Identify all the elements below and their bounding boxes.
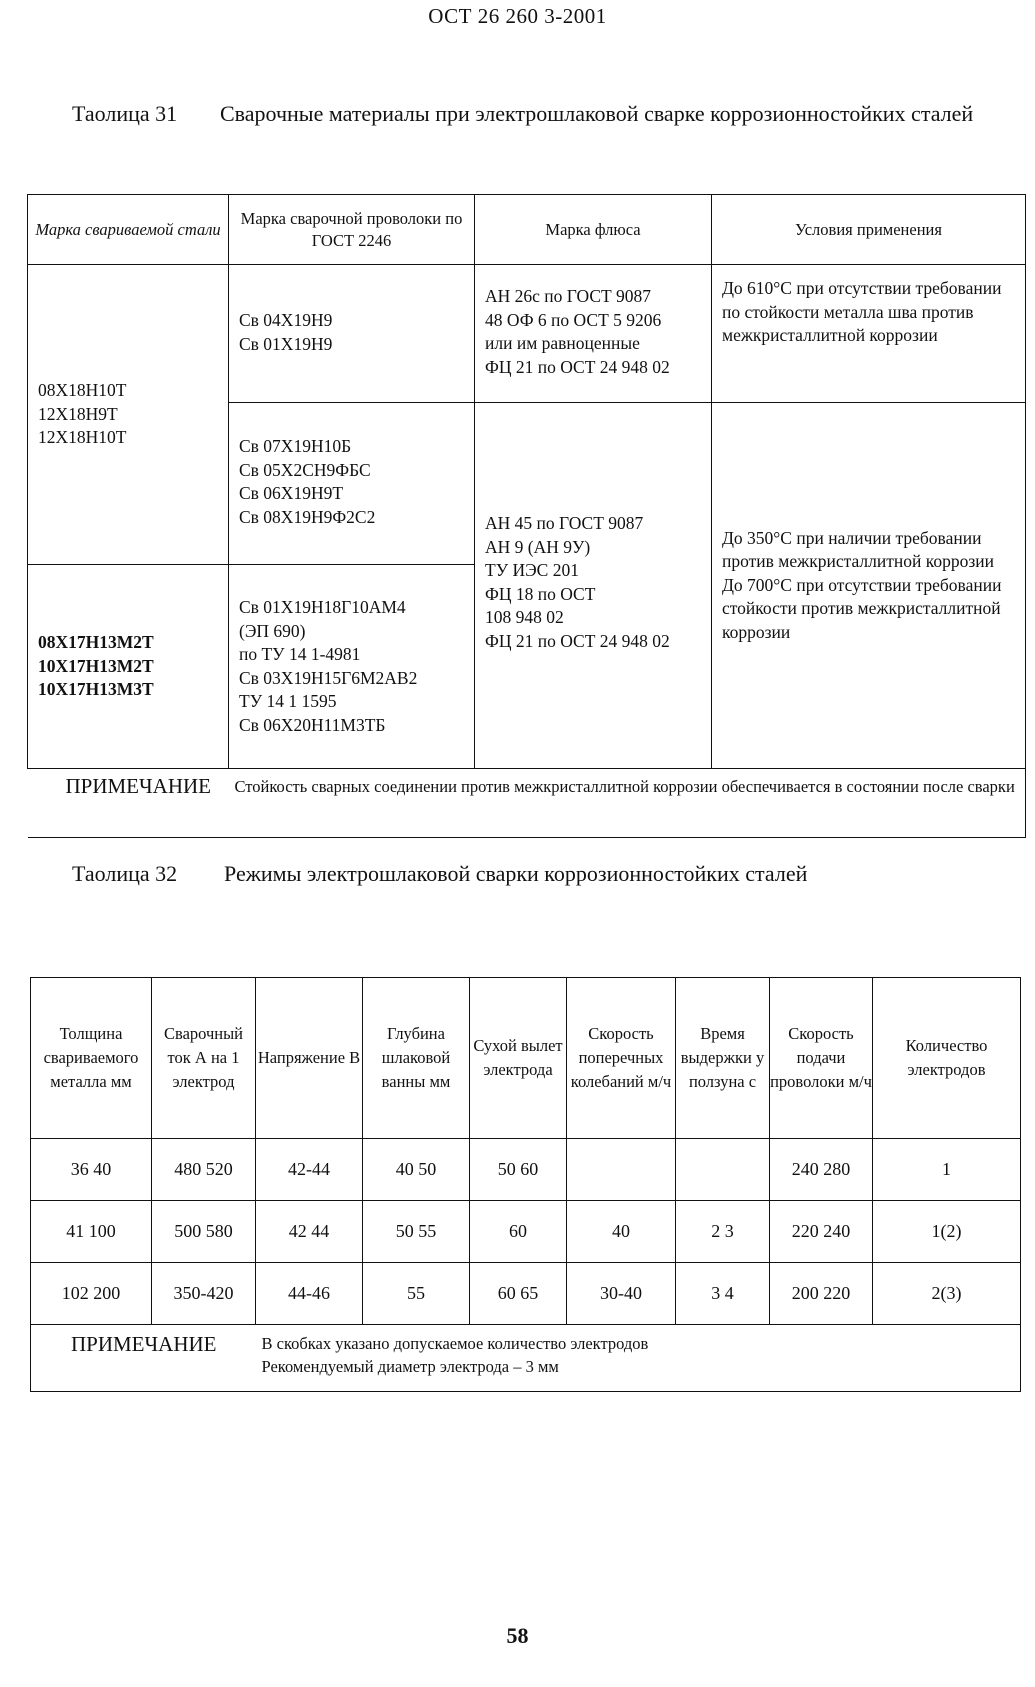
table32-col-dwell-time: Время выдержки у ползуна с: [676, 978, 770, 1139]
table31-caption-title: Сварочные материалы при электрошлаковой сварке коррозионностойких сталей: [220, 101, 974, 126]
table31-col-wire: Марка сварочной проволоки по ГОСТ 2246: [229, 195, 475, 265]
table31-col-flux: Марка флюса: [475, 195, 712, 265]
table-cell: 240 280: [770, 1139, 873, 1201]
document-header: ОСТ 26 260 3-2001: [428, 4, 607, 28]
table32-note-text: В скобках указано допускаемое количество электродов Рекомендуемый диаметр электрода – 3 мм: [256, 1325, 1021, 1392]
table32-note-row: [31, 1325, 1021, 1392]
table-cell: 42 44: [256, 1201, 363, 1263]
table-cell: 40 50: [363, 1139, 470, 1201]
table31-flux-1: АН 26с по ГОСТ 9087 48 ОФ 6 по ОСТ 5 9206 или им равноценные ФЦ 21 по ОСТ 24 948 02: [475, 265, 712, 403]
table-cell: 1(2): [873, 1201, 1021, 1263]
table-cell: [676, 1139, 770, 1201]
table-cell: 36 40: [31, 1139, 152, 1201]
table-cell: 2 3: [676, 1201, 770, 1263]
table-row: [31, 1201, 1021, 1263]
table31-conditions-2: До 350°С при наличии требовании против межкристаллитной коррозии До 700°С при отсутствии требовании стойкости против межкристаллитной коррозии: [712, 403, 1026, 769]
table-cell: 55: [363, 1263, 470, 1325]
table31-col-conditions: Условия применения: [712, 195, 1026, 265]
table-cell: 2(3): [873, 1263, 1021, 1325]
table-cell: 350-420: [152, 1263, 256, 1325]
table31-wire-1: Св 04Х19Н9 Св 01Х19Н9: [229, 265, 475, 403]
table31-note-text: Стойкость сварных соединении против межкристаллитной коррозии обеспечивается в состоянии после сварки: [229, 769, 1026, 838]
table31-caption-number: Таолица 31: [72, 101, 178, 126]
table31-col-steel: Марка свариваемой стали: [28, 195, 229, 265]
table-cell: 200 220: [770, 1263, 873, 1325]
table-cell: 50 60: [470, 1139, 567, 1201]
table32-caption-number: Таолица 32: [72, 861, 178, 886]
table-cell: 220 240: [770, 1201, 873, 1263]
table-row: [31, 1139, 1021, 1201]
table-cell: 102 200: [31, 1263, 152, 1325]
table-cell: 480 520: [152, 1139, 256, 1201]
table32-header-row: [31, 978, 1021, 1139]
table-row: [31, 1263, 1021, 1325]
table31-header-row: [28, 195, 1026, 265]
table31-caption: [72, 100, 1022, 160]
table-cell: 41 100: [31, 1201, 152, 1263]
table-cell: 42-44: [256, 1139, 363, 1201]
table-cell: 30-40: [567, 1263, 676, 1325]
table-cell: 60 65: [470, 1263, 567, 1325]
table-cell: 44-46: [256, 1263, 363, 1325]
table32-col-feed-speed: Скорость подачи проволоки м/ч: [770, 978, 873, 1139]
table31-flux-2: АН 45 по ГОСТ 9087 АН 9 (АН 9У) ТУ ИЭС 201 ФЦ 18 по ОСТ 108 948 02 ФЦ 21 по ОСТ 24 948 02: [475, 403, 712, 769]
table31-note-row: [28, 769, 1026, 838]
table-cell: 500 580: [152, 1201, 256, 1263]
table31-wire-2: Св 07Х19Н10Б Св 05Х2СН9ФБС Св 06Х19Н9Т Св 08Х19Н9Ф2С2: [229, 403, 475, 565]
table31-wire-3: Св 01Х19Н18Г10АМ4 (ЭП 690) по ТУ 14 1-4981 Св 03Х19Н15Г6М2АВ2 ТУ 14 1 1595 Св 06Х20Н11М3ТБ: [229, 565, 475, 769]
table32-col-electrode-count: Количество электродов: [873, 978, 1021, 1139]
table31-steel-group-1: 08Х18Н10Т 12Х18Н9Т 12Х18Н10Т: [28, 265, 229, 565]
table32-note-label: ПРИМЕЧАНИЕ: [31, 1325, 256, 1392]
table32-caption: [72, 860, 1022, 890]
table31-steel-group-2: 08Х17Н13М2Т 10Х17Н13М2Т 10Х17Н13М3Т: [28, 565, 229, 769]
table-cell: 1: [873, 1139, 1021, 1201]
page-number: 58: [506, 1623, 529, 1648]
table31-conditions-1: До 610°С при отсутствии требовании по стойкости металла шва против межкристаллитной коррозии: [712, 265, 1026, 403]
table-cell: 50 55: [363, 1201, 470, 1263]
table32-col-thickness: Толщина свариваемого металла мм: [31, 978, 152, 1139]
table32-col-stickout: Сухой вылет электрода: [470, 978, 567, 1139]
table32: [30, 977, 1021, 1392]
table31-note-label: ПРИМЕЧАНИЕ: [28, 769, 229, 838]
table-cell: 40: [567, 1201, 676, 1263]
table32-caption-title: Режимы электрошлаковой сварки коррозионностойких сталей: [224, 861, 808, 886]
table-cell: 3 4: [676, 1263, 770, 1325]
table32-col-oscillation-speed: Скорость поперечных колебаний м/ч: [567, 978, 676, 1139]
table31-row: [28, 265, 1026, 403]
table32-col-current: Сварочный ток А на 1 электрод: [152, 978, 256, 1139]
table-cell: 60: [470, 1201, 567, 1263]
table-cell: [567, 1139, 676, 1201]
table32-col-slag-depth: Глубина шлаковой ванны мм: [363, 978, 470, 1139]
table32-col-voltage: Напряжение В: [256, 978, 363, 1139]
table31: [27, 194, 1026, 838]
